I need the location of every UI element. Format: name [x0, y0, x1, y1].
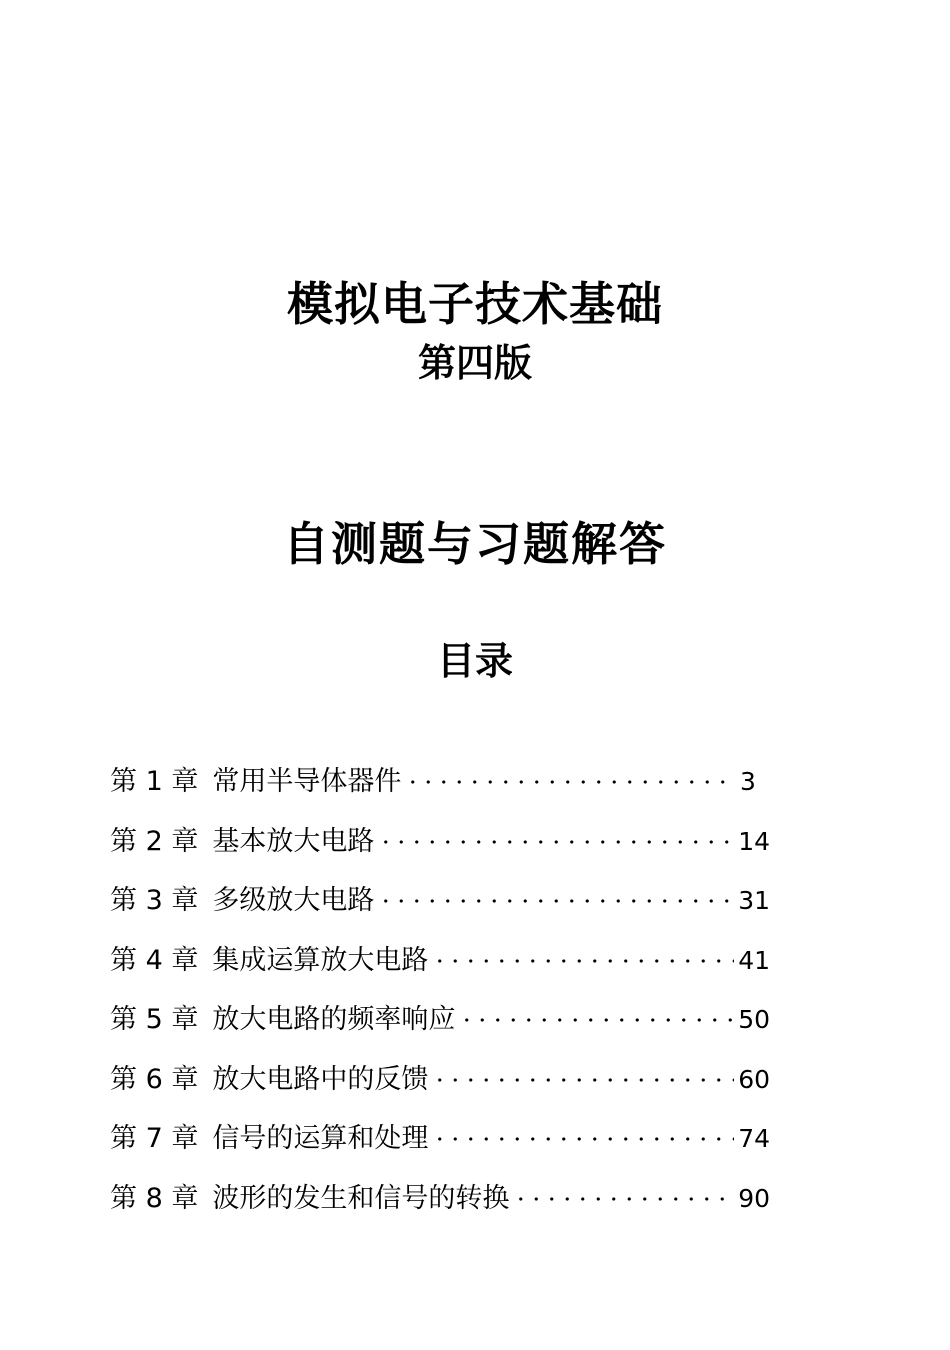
dot-leader: [432, 935, 734, 965]
toc-chapter-number: 第 7 章: [110, 1123, 199, 1154]
toc-heading: 目录: [436, 639, 513, 683]
toc-page-number: 90: [738, 1183, 770, 1213]
toc-chapter-title: 集成运算放大电路: [212, 944, 429, 976]
toc-entry-chapter-6[interactable]: [110, 1058, 770, 1118]
table-of-contents: [110, 760, 770, 1236]
book-title: 模拟电子技术基础: [287, 277, 663, 331]
toc-chapter-number: 第 6 章: [110, 1063, 199, 1095]
dot-leader: [513, 1173, 734, 1203]
toc-entry-chapter-7[interactable]: [110, 1117, 770, 1177]
toc-entry-chapter-8[interactable]: [110, 1177, 770, 1237]
dot-leader: [378, 816, 734, 846]
toc-chapter-title: 常用半导体器件: [212, 766, 402, 797]
dot-leader: [432, 1113, 734, 1143]
toc-page-number: 41: [738, 945, 770, 975]
toc-page-number: 14: [738, 826, 770, 856]
toc-chapter-title: 放大电路的频率响应: [212, 1004, 456, 1035]
toc-chapter-title: 多级放大电路: [212, 885, 375, 916]
toc-chapter-title: 波形的发生和信号的转换: [212, 1182, 510, 1214]
dot-leader: [378, 875, 734, 905]
toc-entry-chapter-3[interactable]: [110, 879, 770, 939]
toc-chapter-number: 第 4 章: [110, 944, 199, 976]
document-subtitle: 自测题与习题解答: [283, 517, 667, 571]
toc-entry-chapter-4[interactable]: [110, 939, 770, 999]
edition-label: 第四版: [417, 340, 532, 385]
toc-chapter-number: 第 1 章: [110, 766, 199, 797]
toc-chapter-number: 第 2 章: [110, 825, 199, 857]
dot-leader: [405, 756, 736, 786]
toc-chapter-number: 第 3 章: [110, 885, 199, 916]
toc-chapter-title: 信号的运算和处理: [212, 1123, 429, 1154]
toc-page-number: 50: [738, 1005, 770, 1034]
toc-chapter-number: 第 5 章: [110, 1004, 199, 1035]
toc-page-number: 74: [738, 1124, 770, 1153]
toc-entry-chapter-1[interactable]: [110, 760, 770, 820]
toc-page-number: 31: [738, 886, 770, 915]
toc-chapter-number: 第 8 章: [110, 1182, 199, 1214]
toc-chapter-title: 放大电路中的反馈: [212, 1063, 429, 1095]
toc-page-number: 3: [740, 767, 756, 796]
toc-entry-chapter-5[interactable]: [110, 998, 770, 1058]
toc-page-number: 60: [738, 1064, 770, 1094]
toc-chapter-title: 基本放大电路: [212, 825, 375, 857]
dot-leader: [459, 994, 734, 1024]
toc-entry-chapter-2[interactable]: [110, 820, 770, 880]
dot-leader: [432, 1054, 734, 1084]
